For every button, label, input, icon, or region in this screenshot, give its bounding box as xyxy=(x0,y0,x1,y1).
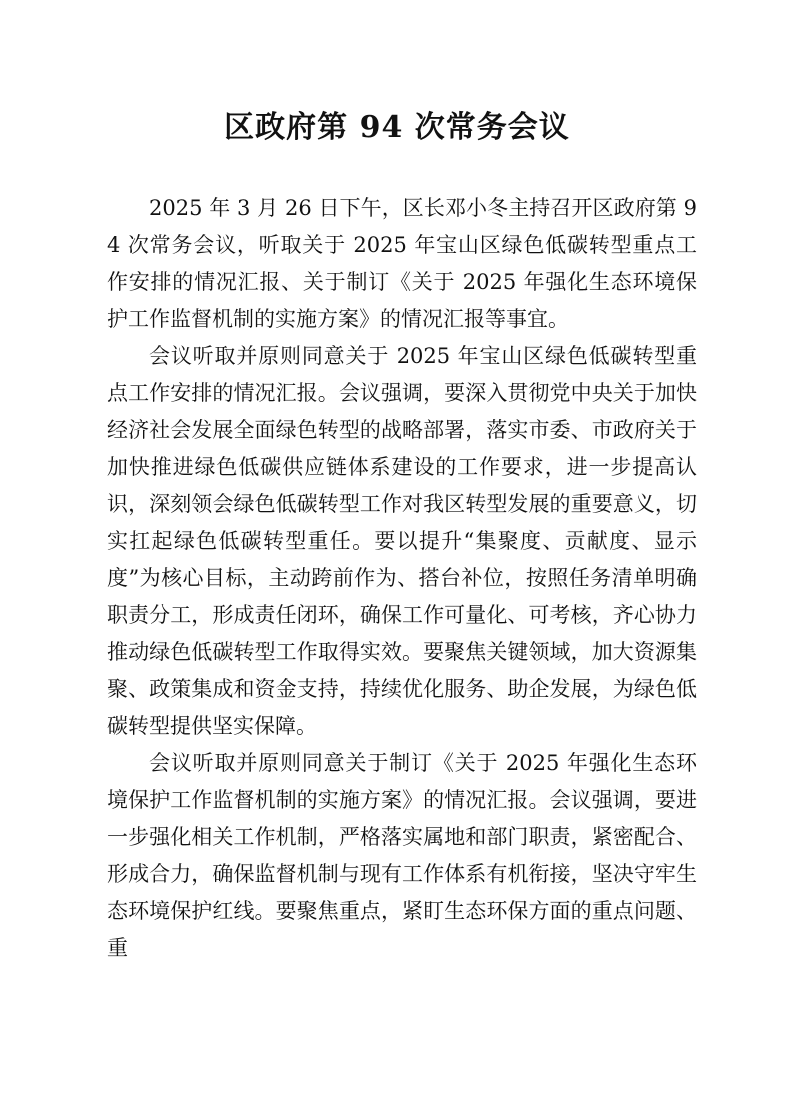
document-body xyxy=(107,190,697,967)
document-title: 区政府第 94 次常务会议 xyxy=(224,110,570,145)
paragraph-green-transition: 会议听取并原则同意关于 2025 年宝山区绿色低碳转型重点工作安排的情况汇报。会议强调，要深入贯彻党中央关于加快经济社会发展全面绿色转型的战略部署，落实市委、市政府关于加快推进绿色低碳供应链体系建设的工作要求，进一步提高认识，深刻领会绿色低碳转型工作对我区转型发展的重要意义，切实扛起绿色低碳转型重任。要以提升“集聚度、贡献度、显示度”为核心目标，主动跨前作为、搭台补位，按照任务清单明确职责分工，形成责任闭环，确保工作可量化、可考核，齐心协力推动绿色低碳转型工作取得实效。要聚焦关键领域，加大资源集聚、政策集成和资金支持，持续优化服务、助企发展，为绿色低碳转型提供坚实保障。 xyxy=(107,344,697,738)
paragraph-ecology-supervision: 会议听取并原则同意关于制订《关于 2025 年强化生态环境保护工作监督机制的实施方案》的情况汇报。会议强调，要进一步强化相关工作机制，严格落实属地和部门职责，紧密配合、形成合力，确保监督机制与现有工作体系有机衔接，坚决守牢生态环境保护红线。要聚焦重点，紧盯生态环保方面的重点问题、重 xyxy=(107,751,697,960)
paragraph-meeting-intro: 2025 年 3 月 26 日下午，区长邓小冬主持召开区政府第 94 次常务会议，听取关于 2025 年宝山区绿色低碳转型重点工作安排的情况汇报、关于制订《关于 2025 年强化生态环境保护工作监督机制的实施方案》的情况汇报等事宜。 xyxy=(107,196,697,331)
